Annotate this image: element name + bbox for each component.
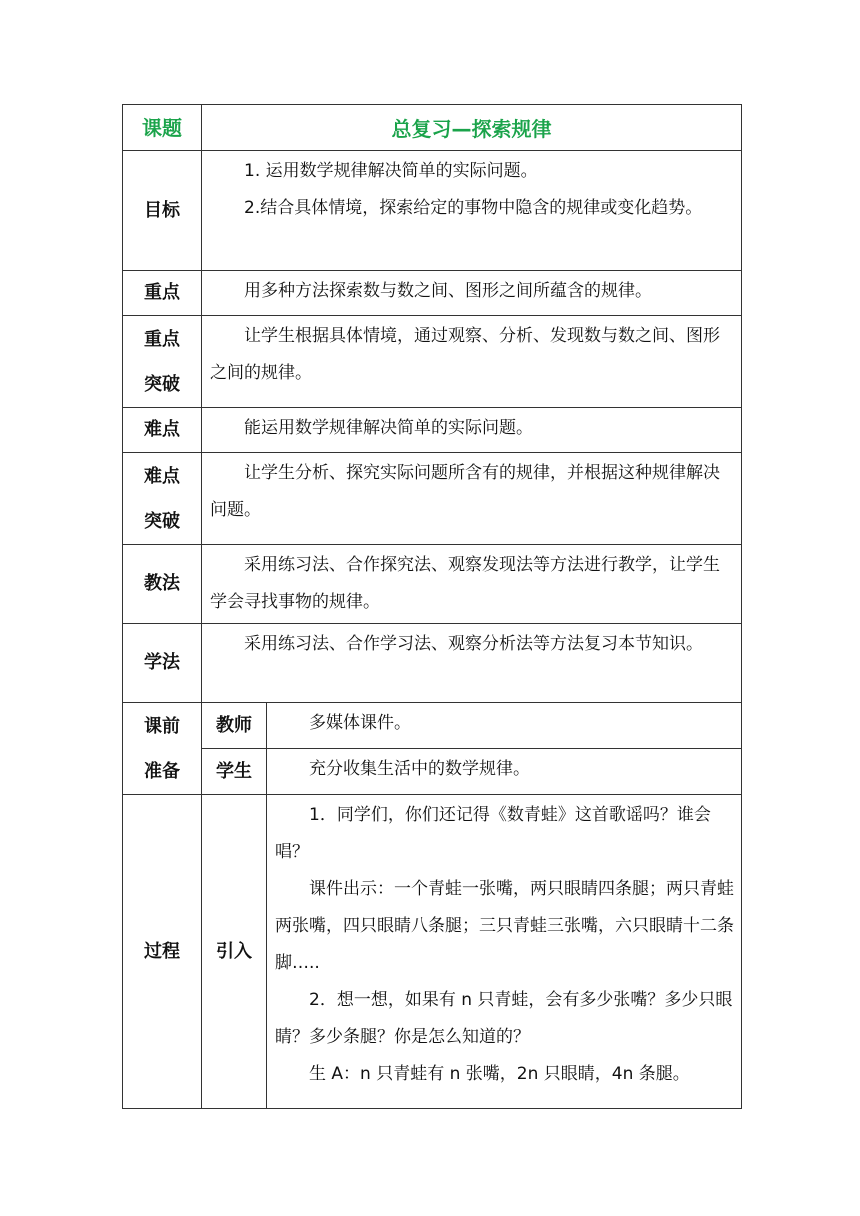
teacher-prep-text: 多媒体课件。 [309,713,411,733]
key-label: 重点 [123,271,202,316]
process-content [267,795,742,1109]
title-row [123,105,742,151]
student-label: 学生 [202,749,267,795]
topic-label: 课题 [123,105,202,151]
prep-student-row [123,749,742,795]
lesson-title: 总复习—探索规律 [202,105,742,151]
process-label: 过程 [123,795,202,1109]
preparation-label [123,703,202,795]
teaching-method-text: 采用练习法、合作探究法、观察发现法等方法进行教学，让学生学会寻找事物的规律。 [210,555,720,612]
learning-method-label: 学法 [123,624,202,703]
student-prep-text: 充分收集生活中的数学规律。 [309,759,530,779]
goal-item: 1. 运用数学规律解决简单的实际问题。 [244,161,538,181]
learning-method-row [123,624,742,703]
difficulty-text: 能运用数学规律解决简单的实际问题。 [244,418,533,438]
key-break-label-line: 突破 [144,373,180,395]
goal-item: 2.结合具体情境，探索给定的事物中隐含的规律或变化趋势。 [244,198,703,218]
key-break-label-line: 重点 [144,328,180,350]
key-break-label [123,316,202,408]
process-row [123,795,742,1109]
learning-method-text: 采用练习法、合作学习法、观察分析法等方法复习本节知识。 [244,634,703,654]
process-paragraph: 生 A：n 只青蛙有 n 张嘴，2n 只眼睛，4n 条腿。 [309,1064,690,1084]
goals-row [123,151,742,271]
preparation-label-line: 课前 [144,715,180,737]
difficulty-row [123,408,742,453]
process-paragraph: 课件出示：一个青蛙一张嘴，两只眼睛四条腿；两只青蛙两张嘴，四只眼睛八条腿；三只青蛙三张嘴，六只眼睛十二条脚….. [275,879,734,973]
key-text: 用多种方法探索数与数之间、图形之间所蕴含的规律。 [244,281,652,301]
process-paragraph: 1．同学们，你们还记得《数青蛙》这首歌谣吗？谁会唱？ [275,805,711,862]
prep-teacher-row [123,703,742,749]
key-row [123,271,742,316]
difficulty-break-text: 让学生分析、探究实际问题所含有的规律，并根据这种规律解决问题。 [210,463,720,520]
goals-content [202,151,742,271]
key-break-row [123,316,742,408]
difficulty-break-row [123,453,742,545]
difficulty-break-label-line: 难点 [144,465,180,487]
lesson-plan-table [122,104,742,1109]
difficulty-break-label-line: 突破 [144,510,180,532]
goals-label: 目标 [123,151,202,271]
teacher-label: 教师 [202,703,267,749]
key-break-text: 让学生根据具体情境，通过观察、分析、发现数与数之间、图形之间的规律。 [210,326,720,383]
process-paragraph: 2．想一想，如果有 n 只青蛙，会有多少张嘴？多少只眼睛？多少条腿？你是怎么知道的？ [275,990,733,1047]
preparation-label-line: 准备 [144,760,180,782]
difficulty-break-label [123,453,202,545]
difficulty-label: 难点 [123,408,202,453]
teaching-method-row [123,545,742,624]
teaching-method-label: 教法 [123,545,202,624]
stage-label: 引入 [202,795,267,1109]
